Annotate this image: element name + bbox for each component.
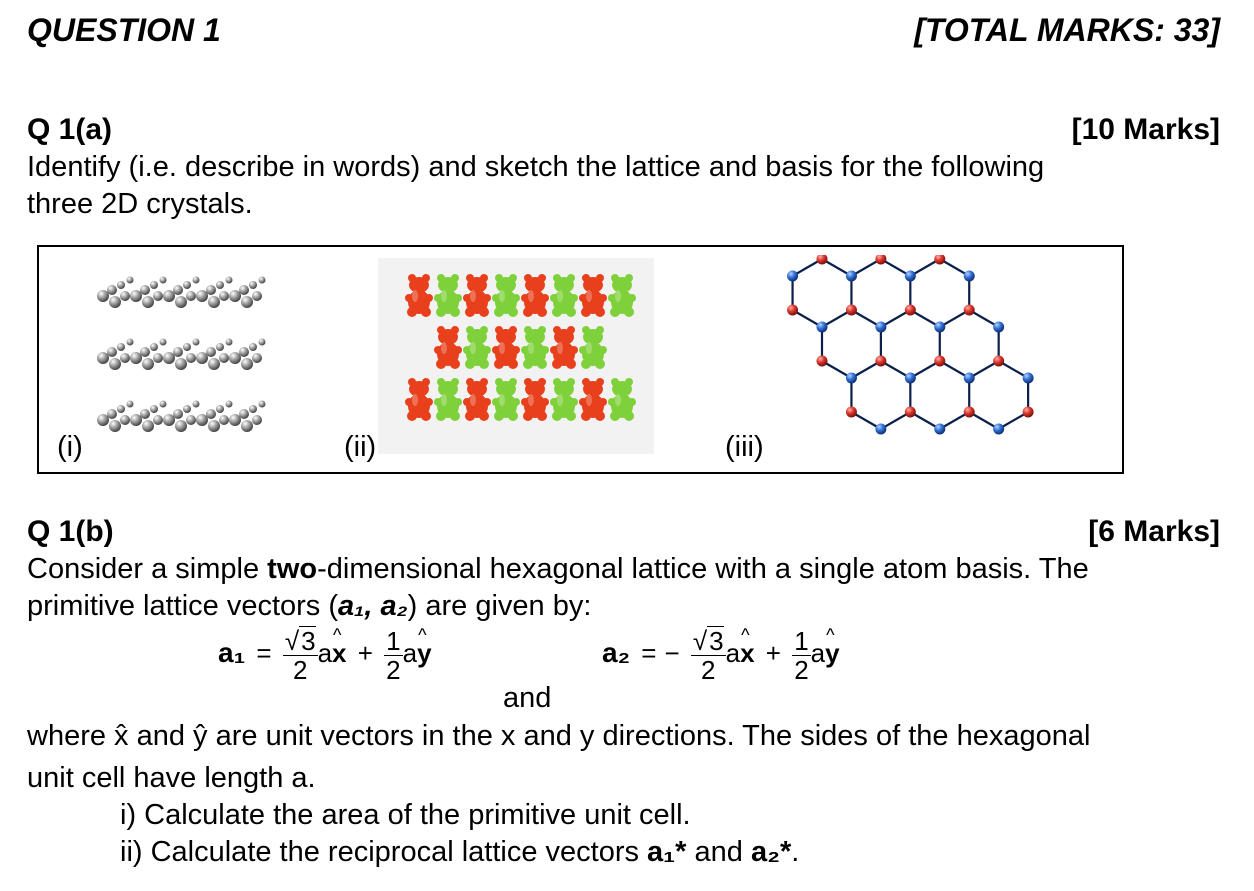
grey-atom: [183, 281, 191, 289]
grey-atom: [97, 290, 109, 302]
grey-atom: [241, 358, 253, 370]
gummy-bear: [463, 378, 491, 421]
grey-atom: [193, 339, 200, 346]
red-atom: [846, 407, 857, 418]
blue-atom: [846, 271, 857, 282]
grey-atom: [107, 347, 117, 357]
gummy-bear: [463, 326, 491, 369]
red-atom: [1023, 407, 1034, 418]
grey-atom: [150, 281, 158, 289]
grey-atom: [97, 414, 109, 426]
grey-atom: [219, 415, 229, 425]
grey-atom: [109, 420, 121, 432]
grey-atom: [226, 401, 233, 408]
grey-atom: [107, 409, 117, 419]
red-atom: [964, 407, 975, 418]
grey-atom: [160, 277, 167, 284]
eq1-den1: 2: [292, 655, 308, 685]
blue-atom: [934, 424, 945, 435]
q1b-line1-pre: Consider a simple: [27, 553, 268, 585]
grey-atom: [173, 409, 183, 419]
figure-label-ii: (ii): [344, 431, 377, 463]
gummy-bear: [550, 378, 578, 421]
blue-atom: [964, 373, 975, 384]
gummy-bear: [463, 274, 491, 317]
red-atom: [846, 305, 857, 316]
gummy-bear: [579, 378, 607, 421]
red-atom: [817, 356, 828, 367]
gummy-bear: [608, 274, 636, 317]
task-item-2-mid: and: [686, 836, 751, 868]
grey-atom: [208, 358, 220, 370]
red-atom: [875, 255, 886, 265]
blue-atom: [787, 271, 798, 282]
grey-atom: [241, 420, 253, 432]
grey-atom: [186, 353, 196, 363]
blue-atom: [905, 373, 916, 384]
grey-atom: [241, 296, 253, 308]
grey-atom: [153, 353, 163, 363]
gummy-bear: [434, 326, 462, 369]
grey-atom: [142, 420, 154, 432]
gummy-bear: [492, 378, 520, 421]
grey-atom: [107, 285, 117, 295]
grey-atom: [160, 339, 167, 346]
red-atom: [817, 255, 828, 265]
grey-atom: [163, 352, 175, 364]
q1b-line1-post: -dimensional hexagonal lattice with a single atom basis. The: [317, 553, 1089, 585]
eq2-den2: 2: [794, 654, 809, 685]
q1b-marks: [6 Marks]: [1088, 515, 1220, 548]
grey-atom: [127, 401, 134, 408]
red-atom: [905, 305, 916, 316]
grey-atom: [229, 352, 241, 364]
grey-atom: [127, 339, 134, 346]
grey-atom: [206, 347, 216, 357]
blue-atom: [993, 424, 1004, 435]
task-item-2-pre: ii) Calculate the reciprocal lattice vectors: [120, 836, 648, 868]
eq1-a2: a: [402, 637, 418, 668]
blue-atom: [846, 373, 857, 384]
q1a-text-line1: Identify (i.e. describe in words) and sketch the lattice and basis for the following: [27, 151, 1045, 183]
eq1-xhat: x ^: [332, 638, 346, 669]
grey-atom: [142, 296, 154, 308]
grey-atom: [183, 343, 191, 351]
red-atom: [787, 305, 798, 316]
grey-atom: [150, 343, 158, 351]
grey-atom: [219, 353, 229, 363]
eq2-a2: a: [810, 637, 826, 668]
eq2-xhat: x ^: [740, 638, 754, 669]
crystal-i-image: [95, 262, 275, 452]
grey-atom: [206, 285, 216, 295]
red-atom: [875, 356, 886, 367]
grey-atom: [130, 414, 142, 426]
grey-atom: [130, 352, 142, 364]
crystal-iii-image: [770, 255, 1060, 455]
blue-atom: [964, 271, 975, 282]
total-marks: [TOTAL MARKS: 33]: [914, 12, 1220, 48]
q1a-marks: [10 Marks]: [1071, 113, 1220, 146]
red-atom: [993, 356, 1004, 367]
task-item-1: i) Calculate the area of the primitive unit cell.: [120, 799, 691, 831]
blue-atom: [875, 424, 886, 435]
grey-atom: [173, 285, 183, 295]
grey-atom: [120, 353, 130, 363]
eq1-lhs: a₁: [218, 636, 246, 668]
red-atom: [934, 255, 945, 265]
grey-atom: [252, 291, 262, 301]
grey-atom: [153, 291, 163, 301]
grey-atom: [183, 405, 191, 413]
grey-atom: [173, 347, 183, 357]
eq2-lhs: a₂: [602, 636, 631, 668]
eq1-frac1: $\frac{√3}{2}$: [284, 626, 316, 685]
gummy-bear: [579, 274, 607, 317]
grey-atom: [226, 339, 233, 346]
blue-atom: [875, 322, 886, 333]
and-label: and: [503, 682, 552, 714]
grey-atom: [109, 296, 121, 308]
grey-atom: [120, 415, 130, 425]
grey-atom: [163, 290, 175, 302]
eq1-yhat: y ^: [417, 638, 431, 669]
q1b-line1-bold: two: [267, 553, 318, 585]
eq1-den2: 2: [386, 654, 401, 685]
red-atom: [934, 356, 945, 367]
grey-atom: [109, 358, 121, 370]
eq1-sqrt3: 3: [301, 626, 316, 656]
grey-atom: [219, 291, 229, 301]
grey-atom: [193, 277, 200, 284]
eq1-frac2: [384, 627, 402, 684]
grey-atom: [259, 401, 266, 408]
figure-label-iii: (iii): [725, 431, 764, 463]
task-item-2: [120, 834, 799, 870]
figure-label-i: (i): [57, 431, 83, 463]
q1b-a1-ref: a₁,: [338, 590, 373, 622]
blue-atom: [993, 322, 1004, 333]
grey-atom: [186, 415, 196, 425]
grey-atom: [163, 414, 175, 426]
grey-atom: [175, 296, 187, 308]
grey-atom: [175, 420, 187, 432]
gummy-bear: [550, 326, 578, 369]
grey-atom: [117, 281, 125, 289]
eq2-frac1: $\frac{√3}{2}$: [692, 626, 724, 685]
grey-atom: [249, 281, 257, 289]
grey-atom: [249, 343, 257, 351]
grey-atom: [208, 296, 220, 308]
eq2-frac2: [792, 627, 810, 684]
equation-a1: a₁ = $\frac{√3}{2}$ ax ^ + $\frac{1}{2}$ ay ^: [218, 626, 432, 684]
grey-atom: [229, 414, 241, 426]
grey-atom: [175, 358, 187, 370]
grey-atom: [226, 277, 233, 284]
grey-atom: [239, 409, 249, 419]
unit-cell-line: unit cell have length a.: [27, 762, 316, 794]
grey-atom: [127, 277, 134, 284]
grey-atom: [153, 415, 163, 425]
q1b-heading: Q 1(b): [27, 515, 114, 548]
grey-atom: [216, 405, 224, 413]
q1b-a2-ref: a₂: [380, 590, 408, 622]
task-item-2-a2: a₂*: [750, 836, 792, 868]
crystal-ii-image: [378, 258, 654, 454]
grey-atom: [117, 405, 125, 413]
red-atom: [964, 305, 975, 316]
task-item-2-post: .: [791, 836, 800, 868]
gummy-bear: [405, 274, 433, 317]
grey-atom: [216, 281, 224, 289]
blue-atom: [905, 271, 916, 282]
gummy-bear: [492, 274, 520, 317]
grey-atom: [196, 352, 208, 364]
gummy-bear: [492, 326, 520, 369]
gummy-bear: [405, 378, 433, 421]
q1a-text-line2: three 2D crystals.: [27, 188, 253, 220]
q1b-line2-post: ) are given by:: [407, 590, 592, 622]
grey-atom: [259, 339, 266, 346]
grey-atom: [97, 352, 109, 364]
grey-atom: [249, 405, 257, 413]
gummy-bear: [550, 274, 578, 317]
eq1-a1: a: [317, 637, 333, 668]
where-line: where x̂ and ŷ are unit vectors in the x and y directions. The sides of the hexagonal: [27, 720, 1091, 752]
grey-atom: [186, 291, 196, 301]
task-item-2-a1: a₁*: [647, 836, 687, 868]
grey-atom: [117, 343, 125, 351]
gummy-bear: [434, 378, 462, 421]
grey-atom: [206, 409, 216, 419]
q1a-heading: Q 1(a): [27, 113, 113, 146]
grey-atom: [239, 347, 249, 357]
grey-atom: [196, 414, 208, 426]
grey-atom: [216, 343, 224, 351]
grey-atom: [140, 347, 150, 357]
grey-atom: [229, 290, 241, 302]
grey-atom: [160, 401, 167, 408]
grey-atom: [140, 285, 150, 295]
grey-atom: [140, 409, 150, 419]
eq2-den1: 2: [701, 655, 716, 685]
grey-atom: [252, 353, 262, 363]
eq2-yhat: y ^: [825, 638, 839, 669]
grey-atom: [259, 277, 266, 284]
eq1-num2: 1: [386, 625, 401, 656]
blue-atom: [817, 322, 828, 333]
grey-atom: [208, 420, 220, 432]
grey-atom: [193, 401, 200, 408]
q1b-line1: [27, 551, 1089, 587]
gummy-bear: [608, 378, 636, 421]
eq2-a1: a: [725, 637, 741, 668]
red-atom: [905, 407, 916, 418]
eq2-num2: 1: [794, 625, 809, 656]
q1b-line2: [27, 588, 591, 624]
gummy-bear: [579, 326, 607, 369]
grey-atom: [239, 285, 249, 295]
grey-atom: [252, 415, 262, 425]
grey-atom: [130, 290, 142, 302]
grey-atom: [120, 291, 130, 301]
blue-atom: [934, 322, 945, 333]
blue-atom: [1023, 373, 1034, 384]
gummy-bear: [521, 274, 549, 317]
eq2-sqrt3: 3: [709, 626, 724, 656]
question-title: QUESTION 1: [27, 12, 221, 48]
equation-a2: a₂ = − $\frac{√3}{2}$ ax ^ + $\frac{1}{2}$ ay ^: [602, 626, 840, 684]
gummy-bear: [521, 326, 549, 369]
grey-atom: [196, 290, 208, 302]
gummy-bear: [434, 274, 462, 317]
gummy-bear: [521, 378, 549, 421]
grey-atom: [142, 358, 154, 370]
grey-atom: [150, 405, 158, 413]
q1b-line2-pre: primitive lattice vectors (: [27, 590, 339, 622]
